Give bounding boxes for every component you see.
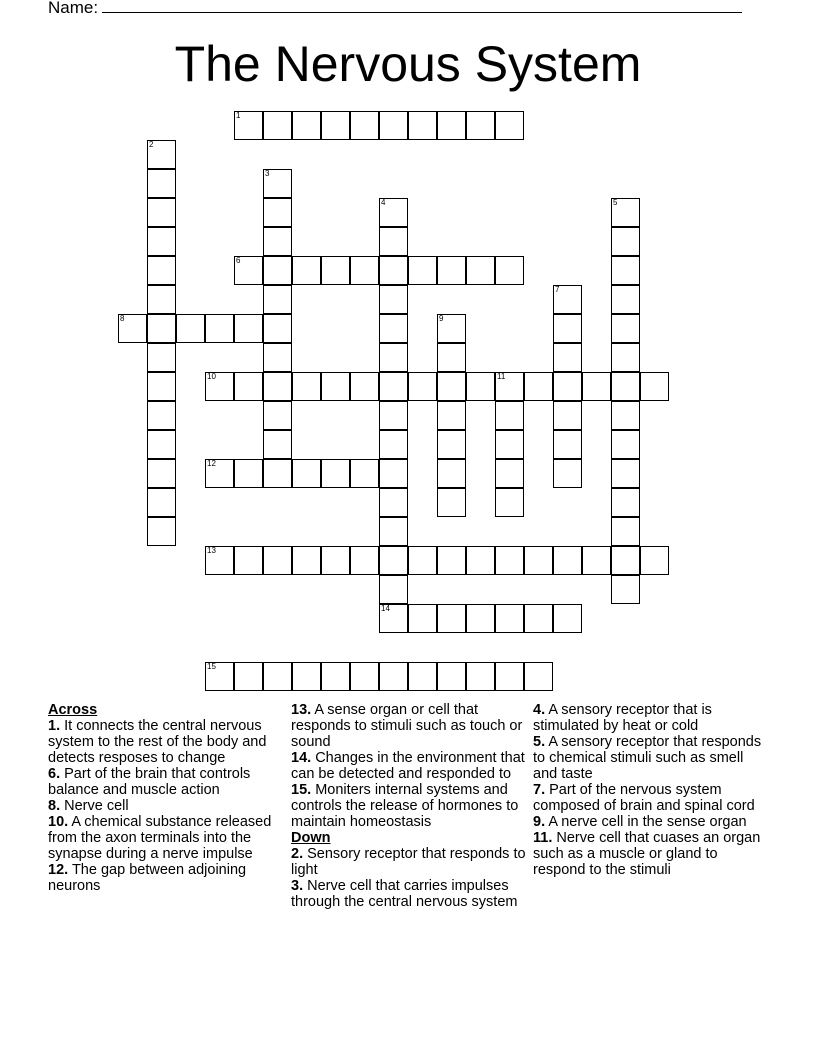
crossword-cell[interactable] xyxy=(205,459,234,488)
clue-number: 2 xyxy=(149,140,154,149)
crossword-cell[interactable] xyxy=(437,401,466,430)
crossword-cell[interactable] xyxy=(437,430,466,459)
crossword-cell[interactable] xyxy=(350,662,379,691)
crossword-cell[interactable] xyxy=(466,662,495,691)
crossword-cell[interactable] xyxy=(147,459,176,488)
crossword-cell[interactable] xyxy=(147,285,176,314)
crossword-cell[interactable] xyxy=(553,459,582,488)
crossword-cell[interactable] xyxy=(263,256,292,285)
clue-number: 1 xyxy=(236,111,241,120)
crossword-cell[interactable] xyxy=(524,546,553,575)
crossword-cell[interactable] xyxy=(263,111,292,140)
crossword-cell[interactable] xyxy=(611,227,640,256)
crossword-cell[interactable] xyxy=(147,256,176,285)
crossword-cell[interactable] xyxy=(640,372,669,401)
crossword-cell[interactable] xyxy=(321,459,350,488)
crossword-cell[interactable] xyxy=(611,459,640,488)
crossword-cell[interactable] xyxy=(408,372,437,401)
crossword-cell[interactable] xyxy=(234,111,263,140)
crossword-cell[interactable] xyxy=(263,227,292,256)
crossword-cell[interactable] xyxy=(263,285,292,314)
crossword-cell[interactable] xyxy=(263,198,292,227)
clue-across-6: 6. Part of the brain that controls balance and muscle action xyxy=(48,766,251,798)
crossword-cell[interactable] xyxy=(321,662,350,691)
crossword-cell[interactable] xyxy=(408,604,437,633)
crossword-cell[interactable] xyxy=(553,314,582,343)
crossword-cell[interactable] xyxy=(263,372,292,401)
crossword-cell[interactable] xyxy=(553,401,582,430)
crossword-cell[interactable] xyxy=(350,372,379,401)
crossword-cell[interactable] xyxy=(611,256,640,285)
crossword-cell[interactable] xyxy=(350,256,379,285)
crossword-cell[interactable] xyxy=(379,430,408,459)
crossword-cell[interactable] xyxy=(176,314,205,343)
crossword-cell[interactable] xyxy=(234,662,263,691)
crossword-cell[interactable] xyxy=(379,343,408,372)
crossword-cell[interactable] xyxy=(234,459,263,488)
crossword-cell[interactable] xyxy=(379,198,408,227)
crossword-cell[interactable] xyxy=(466,604,495,633)
crossword-cell[interactable] xyxy=(553,372,582,401)
crossword-cell[interactable] xyxy=(292,546,321,575)
clue-number: 9 xyxy=(439,314,444,323)
down-heading: Down xyxy=(291,830,331,846)
across-heading: Across xyxy=(48,702,98,718)
crossword-cell[interactable] xyxy=(234,314,263,343)
crossword-cell[interactable] xyxy=(147,401,176,430)
crossword-cell[interactable] xyxy=(350,111,379,140)
crossword-cell[interactable] xyxy=(611,430,640,459)
crossword-cell[interactable] xyxy=(611,546,640,575)
crossword-cell[interactable] xyxy=(524,604,553,633)
crossword-cell[interactable] xyxy=(205,662,234,691)
crossword-cell[interactable] xyxy=(292,256,321,285)
crossword-cell[interactable] xyxy=(553,343,582,372)
clue-number: 15 xyxy=(207,662,216,671)
crossword-cell[interactable] xyxy=(321,546,350,575)
crossword-cell[interactable] xyxy=(292,662,321,691)
crossword-cell[interactable] xyxy=(292,459,321,488)
crossword-cell[interactable] xyxy=(611,401,640,430)
crossword-cell[interactable] xyxy=(437,343,466,372)
crossword-cell[interactable] xyxy=(205,372,234,401)
crossword-cell[interactable] xyxy=(611,285,640,314)
crossword-cell[interactable] xyxy=(582,546,611,575)
crossword-cell[interactable] xyxy=(495,430,524,459)
crossword-cell[interactable] xyxy=(379,488,408,517)
crossword-cell[interactable] xyxy=(611,198,640,227)
clue-down-5: 5. A sensory receptor that responds to chemical stimuli such as smell and taste xyxy=(533,734,762,782)
crossword-cell[interactable] xyxy=(408,256,437,285)
clue-across-14: 14. Changes in the environment that can be detected and responded to xyxy=(291,750,525,782)
clue-number: 11 xyxy=(497,372,506,381)
crossword-cell[interactable] xyxy=(524,372,553,401)
crossword-cell[interactable] xyxy=(147,198,176,227)
crossword-cell[interactable] xyxy=(437,604,466,633)
crossword-cell[interactable] xyxy=(350,546,379,575)
page-title: The Nervous System xyxy=(174,36,642,92)
clue-column-3 xyxy=(533,702,768,878)
crossword-cell[interactable] xyxy=(495,401,524,430)
crossword-cell[interactable] xyxy=(524,662,553,691)
crossword-cell[interactable] xyxy=(379,256,408,285)
clue-number: 4 xyxy=(381,198,386,207)
crossword-cell[interactable] xyxy=(437,546,466,575)
crossword-cell[interactable] xyxy=(379,546,408,575)
crossword-cell[interactable] xyxy=(437,488,466,517)
clue-number: 10 xyxy=(207,372,216,381)
crossword-cell[interactable] xyxy=(379,401,408,430)
crossword-cell[interactable] xyxy=(321,111,350,140)
crossword-cell[interactable] xyxy=(292,372,321,401)
crossword-cell[interactable] xyxy=(292,111,321,140)
crossword-cell[interactable] xyxy=(437,372,466,401)
clue-across-8: 8. Nerve cell xyxy=(48,798,129,814)
clue-number: 13 xyxy=(207,546,216,555)
crossword-cell[interactable] xyxy=(495,459,524,488)
crossword-cell[interactable] xyxy=(263,662,292,691)
crossword-cell[interactable] xyxy=(437,459,466,488)
crossword-cell[interactable] xyxy=(437,111,466,140)
crossword-cell[interactable] xyxy=(437,662,466,691)
clue-across-15: 15. Moniters internal systems and controls the release of hormones to maintain homeostasis xyxy=(291,782,519,830)
crossword-cell[interactable] xyxy=(495,546,524,575)
crossword-cell[interactable] xyxy=(147,430,176,459)
crossword-cell[interactable] xyxy=(147,517,176,546)
crossword-cell[interactable] xyxy=(321,372,350,401)
crossword-cell[interactable] xyxy=(379,604,408,633)
crossword-cell[interactable] xyxy=(350,459,379,488)
clue-number: 3 xyxy=(265,169,270,178)
clue-across-12: 12. The gap between adjoining neurons xyxy=(48,862,247,894)
crossword-cell[interactable] xyxy=(553,604,582,633)
crossword-cell[interactable] xyxy=(611,314,640,343)
crossword-cell[interactable] xyxy=(408,111,437,140)
crossword-cell[interactable] xyxy=(495,604,524,633)
crossword-cell[interactable] xyxy=(611,372,640,401)
crossword-cell[interactable] xyxy=(147,169,176,198)
crossword-cell[interactable] xyxy=(408,546,437,575)
crossword-cell[interactable] xyxy=(582,372,611,401)
clue-down-4: 4. A sensory receptor that is stimulated by heat or cold xyxy=(533,702,712,734)
crossword-cell[interactable] xyxy=(379,372,408,401)
crossword-cell[interactable] xyxy=(147,140,176,169)
crossword-cell[interactable] xyxy=(147,314,176,343)
crossword-cell[interactable] xyxy=(205,546,234,575)
crossword-cell[interactable] xyxy=(379,459,408,488)
clue-across-13: 13. A sense organ or cell that responds to stimuli such as touch or sound xyxy=(291,702,523,750)
crossword-cell[interactable] xyxy=(495,256,524,285)
crossword-cell[interactable] xyxy=(466,111,495,140)
clue-down-7: 7. Part of the nervous system composed of brain and spinal cord xyxy=(533,782,755,814)
crossword-cell[interactable] xyxy=(147,372,176,401)
crossword-cell[interactable] xyxy=(640,546,669,575)
clue-number: 5 xyxy=(613,198,618,207)
crossword-cell[interactable] xyxy=(147,343,176,372)
crossword-cell[interactable] xyxy=(611,343,640,372)
crossword-cell[interactable] xyxy=(408,662,437,691)
clue-number: 8 xyxy=(120,314,125,323)
crossword-cell[interactable] xyxy=(553,430,582,459)
crossword-cell[interactable] xyxy=(263,343,292,372)
crossword-cell[interactable] xyxy=(234,256,263,285)
crossword-cell[interactable] xyxy=(263,459,292,488)
clue-down-3: 3. Nerve cell that carries impulses through the central nervous system xyxy=(291,878,518,910)
crossword-cell[interactable] xyxy=(553,546,582,575)
crossword-cell[interactable] xyxy=(495,488,524,517)
crossword-cell[interactable] xyxy=(263,401,292,430)
crossword-cell[interactable] xyxy=(495,662,524,691)
crossword-cell[interactable] xyxy=(611,517,640,546)
clue-number: 7 xyxy=(555,285,560,294)
clue-column-1 xyxy=(48,702,283,894)
crossword-cell[interactable] xyxy=(379,227,408,256)
clue-number: 12 xyxy=(207,459,216,468)
clue-number: 14 xyxy=(381,604,390,613)
crossword-cell[interactable] xyxy=(437,314,466,343)
crossword-cell[interactable] xyxy=(495,111,524,140)
crossword-cell[interactable] xyxy=(466,546,495,575)
crossword-cell[interactable] xyxy=(205,314,234,343)
clue-across-1: 1. It connects the central nervous system to the rest of the body and detects resposes to change xyxy=(48,718,267,766)
crossword-cell[interactable] xyxy=(379,575,408,604)
crossword-cell[interactable] xyxy=(379,285,408,314)
crossword-cell[interactable] xyxy=(437,256,466,285)
crossword-cell[interactable] xyxy=(553,285,582,314)
crossword-cell[interactable] xyxy=(466,372,495,401)
crossword-cell[interactable] xyxy=(379,111,408,140)
crossword-cell[interactable] xyxy=(379,517,408,546)
clue-number: 6 xyxy=(236,256,241,265)
clue-across-10: 10. A chemical substance released from the axon terminals into the synapse during a nerve impulse xyxy=(48,814,272,862)
crossword-cell[interactable] xyxy=(263,169,292,198)
crossword-cell[interactable] xyxy=(118,314,147,343)
crossword-cell[interactable] xyxy=(379,314,408,343)
clue-down-2: 2. Sensory receptor that responds to light xyxy=(291,846,526,878)
crossword-cell[interactable] xyxy=(263,546,292,575)
clue-down-11: 11. Nerve cell that cuases an organ such as a muscle or gland to respond to the stimuli xyxy=(533,830,761,878)
clue-down-9: 9. A nerve cell in the sense organ xyxy=(533,814,747,830)
crossword-cell[interactable] xyxy=(611,575,640,604)
crossword-cell[interactable] xyxy=(263,430,292,459)
crossword-cell[interactable] xyxy=(234,372,263,401)
clue-column-2 xyxy=(291,702,526,910)
crossword-cell[interactable] xyxy=(495,372,524,401)
name-label: Name: xyxy=(48,0,99,17)
crossword-cell[interactable] xyxy=(321,256,350,285)
crossword-cell[interactable] xyxy=(234,546,263,575)
crossword-cell[interactable] xyxy=(147,488,176,517)
crossword-cell[interactable] xyxy=(466,256,495,285)
crossword-cell[interactable] xyxy=(147,227,176,256)
crossword-cell[interactable] xyxy=(263,314,292,343)
crossword-cell[interactable] xyxy=(611,488,640,517)
crossword-cell[interactable] xyxy=(379,662,408,691)
